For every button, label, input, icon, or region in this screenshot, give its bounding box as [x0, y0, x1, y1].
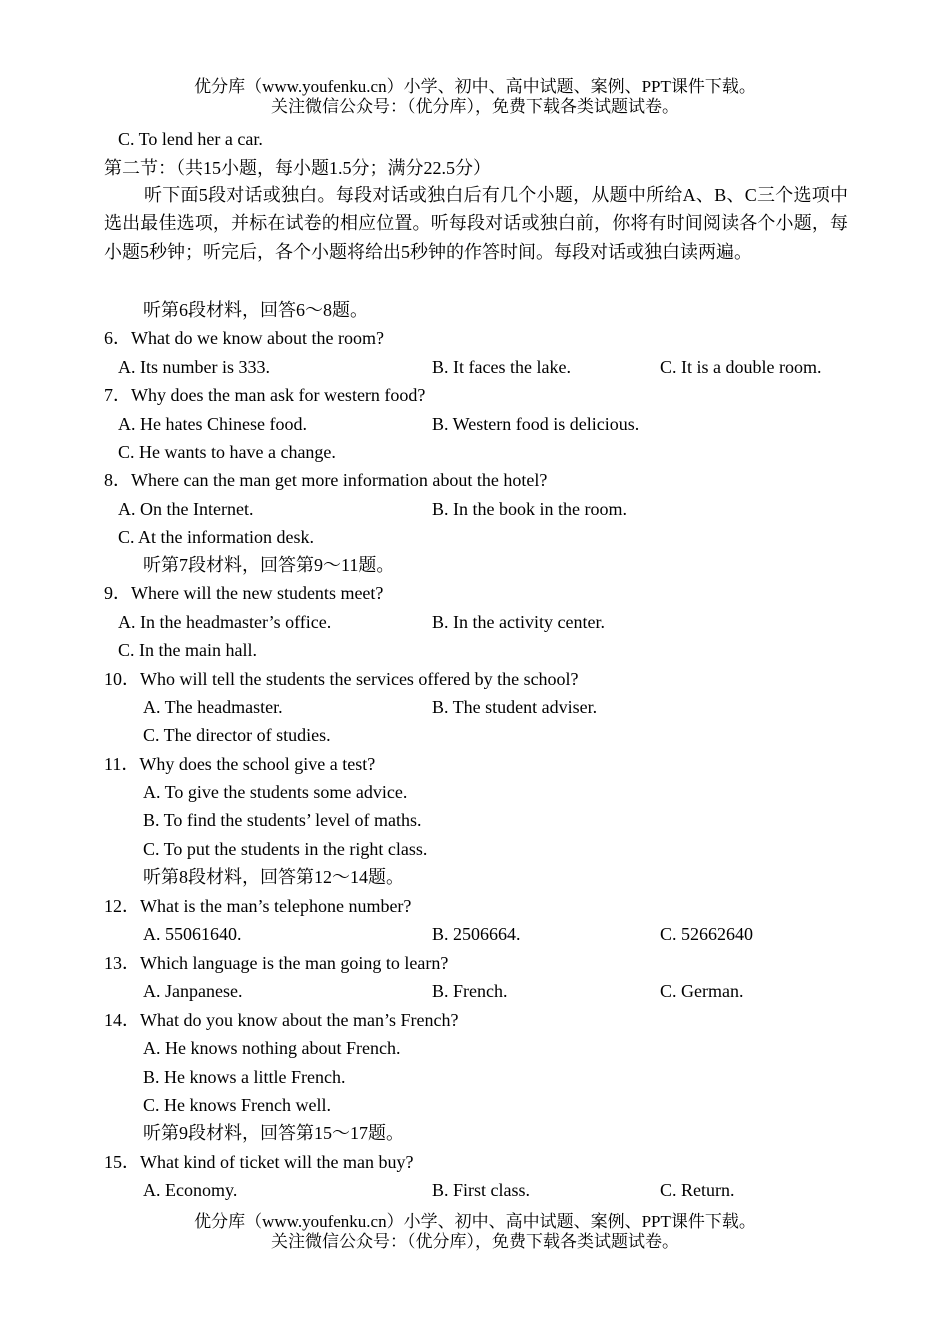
question-13-stem: 13．Which language is the man going to learn?	[104, 953, 449, 973]
question-12-option-a: A. 55061640.	[143, 924, 242, 944]
question-7-option-b: B. Western food is delicious.	[432, 414, 640, 434]
question-12-stem: 12．What is the man’s telephone number?	[104, 896, 412, 916]
question-15-option-c: C. Return.	[660, 1180, 735, 1200]
question-9-option-a: A. In the headmaster’s office.	[118, 612, 332, 632]
question-11-option-a: A. To give the students some advice.	[143, 782, 408, 802]
question-14-option-c: C. He knows French well.	[143, 1095, 331, 1115]
group-heading-6: 听第6段材料，回答6～8题。	[143, 300, 368, 320]
group-heading-7: 听第7段材料，回答第9～11题。	[143, 555, 395, 575]
question-9-option-b: B. In the activity center.	[432, 612, 605, 632]
page-header-line-1: 优分库（www.youfenku.cn）小学、初中、高中试题、案例、PPT课件下载。	[194, 77, 756, 96]
question-15-option-a: A. Economy.	[143, 1180, 238, 1200]
question-10-option-c: C. The director of studies.	[143, 725, 331, 745]
question-11-option-c: C. To put the students in the right class.	[143, 839, 428, 859]
question-8-option-a: A. On the Internet.	[118, 499, 254, 519]
question-8-option-b: B. In the book in the room.	[432, 499, 627, 519]
question-9-stem: 9．Where will the new students meet?	[104, 583, 384, 603]
question-7-option-c: C. He wants to have a change.	[118, 442, 336, 462]
question-8-stem: 8．Where can the man get more information about the hotel?	[104, 470, 548, 490]
question-12-option-c: C. 52662640	[660, 924, 754, 944]
page-footer-line-1: 优分库（www.youfenku.cn）小学、初中、高中试题、案例、PPT课件下载。	[194, 1212, 756, 1231]
question-14-option-a: A. He knows nothing about French.	[143, 1038, 401, 1058]
prev-option-c: C. To lend her a car.	[118, 129, 263, 149]
group-heading-9: 听第9段材料，回答第15～17题。	[143, 1123, 404, 1143]
page-header-line-2: 关注微信公众号：（优分库），免费下载各类试题试卷。	[271, 97, 679, 116]
question-10-option-b: B. The student adviser.	[432, 697, 598, 717]
question-13-option-b: B. French.	[432, 981, 508, 1001]
question-11-stem: 11．Why does the school give a test?	[104, 754, 376, 774]
question-10-stem: 10．Who will tell the students the services offered by the school?	[104, 669, 579, 689]
question-7-stem: 7．Why does the man ask for western food?	[104, 385, 426, 405]
question-13-option-c: C. German.	[660, 981, 744, 1001]
question-10-option-a: A. The headmaster.	[143, 697, 283, 717]
group-heading-8: 听第8段材料，回答第12～14题。	[143, 867, 404, 887]
question-8-option-c: C. At the information desk.	[118, 527, 314, 547]
section-title: 第二节：（共15小题，每小题1.5分；满分22.5分）	[104, 158, 491, 178]
question-9-option-c: C. In the main hall.	[118, 640, 257, 660]
question-6-option-b: B. It faces the lake.	[432, 357, 571, 377]
page-footer-line-2: 关注微信公众号：（优分库），免费下载各类试题试卷。	[271, 1232, 679, 1251]
question-14-option-b: B. He knows a little French.	[143, 1067, 346, 1087]
question-13-option-a: A. Janpanese.	[143, 981, 243, 1001]
question-6-stem: 6．What do we know about the room?	[104, 328, 384, 348]
question-12-option-b: B. 2506664.	[432, 924, 521, 944]
question-6-option-a: A. Its number is 333.	[118, 357, 270, 377]
question-14-stem: 14．What do you know about the man’s French?	[104, 1010, 459, 1030]
question-7-option-a: A. He hates Chinese food.	[118, 414, 307, 434]
section-instructions: 听下面5段对话或独白。每段对话或独白后有几个小题，从题中所给A、B、C三个选项中选出最佳选项，并标在试卷的相应位置。听每段对话或独白前，你将有时间阅读各个小题，每小题5秒钟；听完后，各个小题将给出5秒钟的作答时间。每段对话或独白读两遍。	[104, 185, 848, 262]
question-6-option-c: C. It is a double room.	[660, 357, 822, 377]
question-15-stem: 15．What kind of ticket will the man buy?	[104, 1152, 414, 1172]
question-15-option-b: B. First class.	[432, 1180, 531, 1200]
question-11-option-b: B. To find the students’ level of maths.	[143, 810, 422, 830]
